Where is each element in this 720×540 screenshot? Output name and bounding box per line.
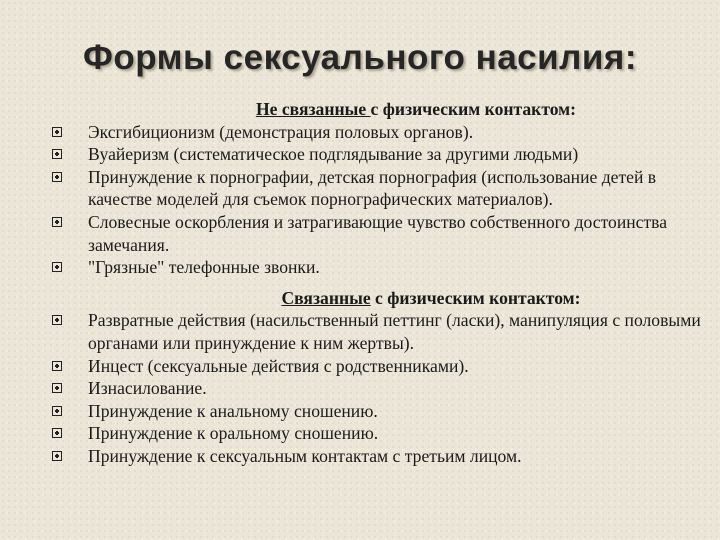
slide-content	[52, 98, 720, 468]
boxed-plus-icon	[52, 172, 62, 182]
heading-underlined: Не связанные	[255, 99, 371, 119]
heading-rest: с физическим контактом:	[370, 99, 577, 119]
list-item-text: Принуждение к оральному сношению.	[88, 423, 379, 444]
boxed-plus-icon	[52, 428, 62, 438]
list-item	[52, 377, 720, 400]
boxed-plus-icon	[52, 315, 62, 325]
list-item-text: "Грязные" телефонные звонки.	[88, 257, 320, 278]
list-item-text: Принуждение к анальному сношению.	[88, 400, 378, 421]
section-heading-contact	[52, 287, 720, 310]
list-item	[52, 256, 720, 279]
boxed-plus-icon	[52, 262, 62, 272]
boxed-plus-icon	[52, 406, 62, 416]
heading-rest: с физическим контактом:	[370, 287, 581, 308]
heading-underlined: Связанные	[281, 287, 371, 308]
boxed-plus-icon	[52, 383, 62, 393]
list-item	[52, 166, 720, 211]
list-item-text: Инцест (сексуальные действия с родственниками).	[88, 355, 469, 376]
list-item	[52, 400, 720, 423]
list-item-text: Эксгибиционизм (демонстрация половых органов).	[88, 121, 474, 142]
boxed-plus-icon	[52, 361, 62, 371]
list-item	[52, 309, 720, 354]
list-item-text: Словесные оскорбления и затрагивающие чувство собственного достоинства замечания.	[88, 211, 668, 255]
list-item	[52, 211, 720, 256]
boxed-plus-icon	[52, 149, 62, 159]
list-item	[52, 121, 720, 144]
list-item	[52, 143, 720, 166]
list-item	[52, 422, 720, 445]
list-item-text: Принуждение к сексуальным контактам с третьим лицом.	[88, 445, 522, 466]
list-item	[52, 355, 720, 378]
boxed-plus-icon	[52, 451, 62, 461]
list-item-text: Принуждение к порнографии, детская порнография (использование детей в качестве моделей для съемок порнографических материалов).	[88, 166, 657, 210]
list-item-text: Вуайеризм (систематическое подглядывание за другими людьми)	[88, 144, 579, 165]
list-item	[52, 445, 720, 468]
section-heading-non-contact	[52, 98, 720, 121]
boxed-plus-icon	[52, 217, 62, 227]
list-item-text: Изнасилование.	[88, 378, 207, 399]
slide-title: Формы сексуального насилия:	[82, 38, 637, 77]
boxed-plus-icon	[52, 127, 62, 137]
list-item-text: Развратные действия (насильственный петтинг (ласки), манипуляция с половыми органами или принуждение к ним жертвы).	[88, 310, 701, 353]
